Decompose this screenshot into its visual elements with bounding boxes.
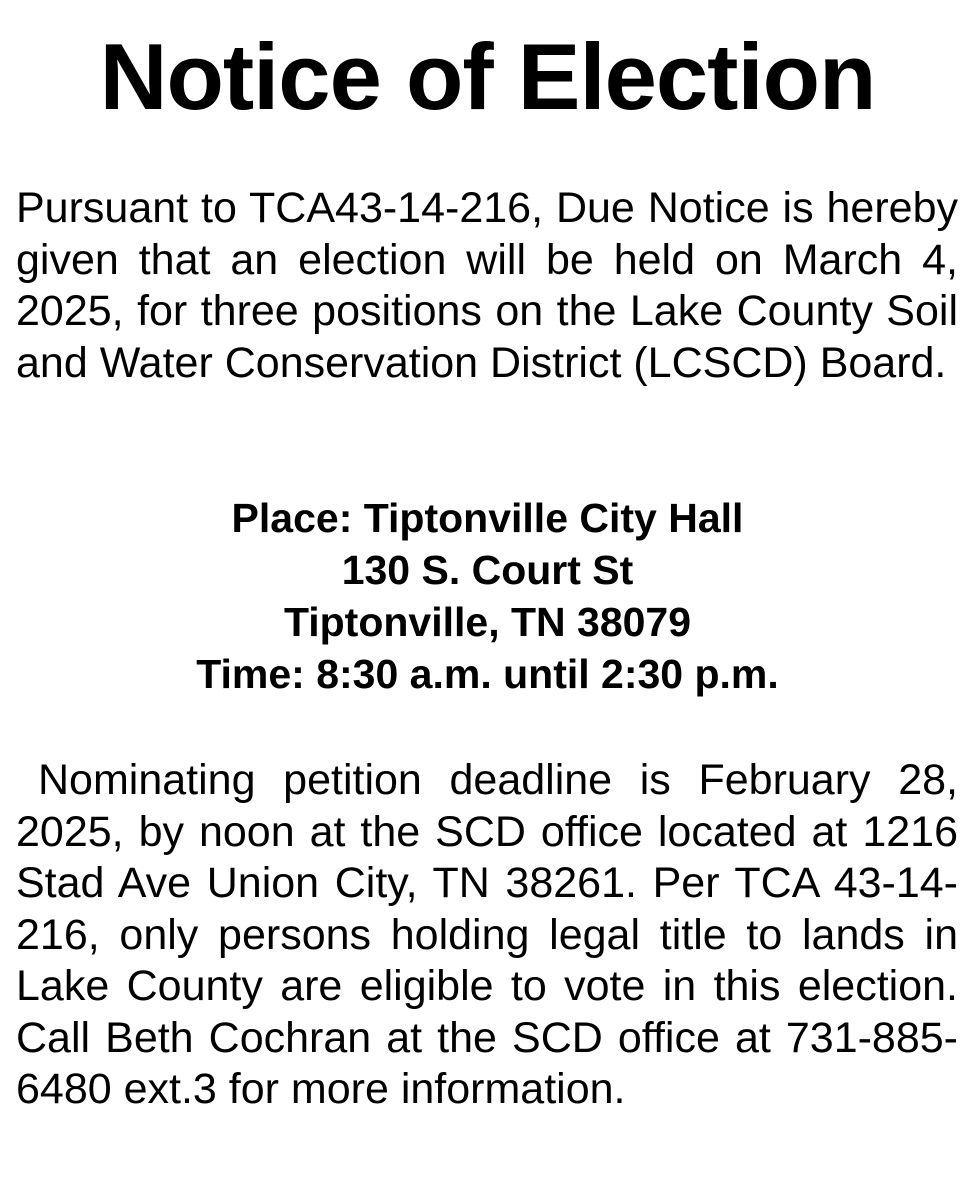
time-line: Time: 8:30 a.m. until 2:30 p.m. (196, 651, 779, 697)
street-line: 130 S. Court St (341, 547, 634, 593)
details-paragraph: Nominating petition deadline is February 28, 2025, by noon at the SCD office located at 1216 Stad Ave Union City, TN 38261. Per TCA 43-14-216, only persons holding legal title to lands in Lake County are eligible to vote in this election. Call Beth Cochran at the SCD office at 731-885-6480 ext.3 for more information. (16, 756, 958, 1113)
place-line: Place: Tiptonville City Hall (231, 495, 744, 541)
city-line: Tiptonville, TN 38079 (283, 599, 692, 645)
notice-title: Notice of Election (99, 24, 876, 129)
intro-paragraph: Pursuant to TCA43-14-216, Due Notice is hereby given that an election will be held on March 4, 2025, for three positions on the Lake County Soil and Water Conservation District (LCSCD) Board. (16, 184, 958, 387)
election-location-block (0, 492, 975, 700)
